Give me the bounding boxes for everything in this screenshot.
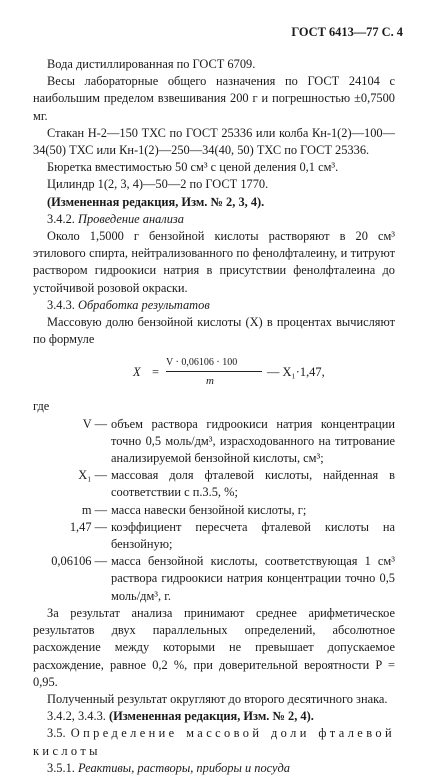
definition-text: масса навески бензойной кислоты, г; <box>111 502 307 517</box>
section-3-4-2-heading <box>33 211 395 228</box>
reagent-burette: Бюретка вместимостью 50 см³ с ценой деления 0,1 см³. <box>47 160 339 175</box>
formula-lhs: X <box>133 365 141 380</box>
page-header: ГОСТ 6413—77 С. 4 <box>291 25 403 39</box>
section-number: 3.5. <box>47 726 66 741</box>
reagent-scales: Весы лабораторные общего назначения по ГОСТ 24104 с наибольшим пределом взвешивания 200 г и погрешностью ±0,7500 мг. <box>33 74 395 123</box>
definition-text: массовая доля фталевой кислоты, найденная в соответствии с п.3.5, %; <box>111 468 395 500</box>
section-title: Определение массовой доли фталевой кислоты <box>33 726 395 758</box>
formula-numerator: V · 0,06106 · 100 <box>166 357 238 369</box>
formula-rest: — X₁·1,47, <box>267 365 325 380</box>
definition-item <box>33 519 395 553</box>
definition-symbol: X₁ — <box>78 468 107 483</box>
definition-text: объем раствора гидроокиси натрия концентрации точно 0,5 моль/дм³, израсходованного на титрование анализируемой бензойной кислоты, см³; <box>111 416 395 466</box>
definition-item <box>33 416 395 468</box>
document-body <box>33 56 395 777</box>
section-title: Обработка результатов <box>78 297 210 312</box>
definition-symbol: m — <box>81 502 107 517</box>
section-number: 3.4.3. <box>47 297 75 312</box>
section-3-5-1-heading <box>33 760 395 777</box>
section-3-4-3-heading <box>33 297 395 314</box>
revision-note-2 <box>33 708 395 725</box>
reagent-water: Вода дистиллированная по ГОСТ 6709. <box>47 57 256 71</box>
definition-symbol: 0,06106 — <box>51 554 107 569</box>
section-3-5-heading <box>33 725 395 759</box>
reagent-cylinder: Цилиндр 1(2, 3, 4)—50—2 по ГОСТ 1770. <box>47 177 269 192</box>
rounding-paragraph: Полученный результат округляют до второго десятичного знака. <box>47 691 388 706</box>
definition-item <box>33 467 395 501</box>
definition-symbol: 1,47 — <box>69 519 107 534</box>
where-label: где <box>33 399 50 414</box>
result-intro-paragraph: Массовую долю бензойной кислоты (X) в процентах вычисляют по формуле <box>33 315 395 347</box>
definition-text: масса бензойной кислоты, соответствующая 1 см³ раствора гидроокиси натрия концентрации точно 0,5 моль/дм³, г. <box>111 554 395 603</box>
formula-denominator: m <box>206 375 214 388</box>
formula-equals: = <box>152 365 159 380</box>
section-number: 3.4.2. <box>47 211 75 226</box>
section-number: 3.5.1. <box>47 760 75 775</box>
definitions-list <box>33 398 395 604</box>
result-paragraph: За результат анализа принимают среднее арифметическое результатов двух параллельных определений, абсолютное расхождение между которыми не превышает допускаемое расхождение, равное 0,2 %, при доверительной вероятности P = 0,95. <box>33 605 395 689</box>
formula <box>33 354 395 390</box>
revision-text: (Измененная редакция, Изм. № 2, 4). <box>108 709 314 724</box>
revision-sections: 3.4.2, 3.4.3. <box>47 709 106 724</box>
reagent-glassware: Стакан Н-2—150 ТХС по ГОСТ 25336 или колба Кн-1(2)—100—34(50) ТХС или Кн-1(2)—250—34(40, 50) ТХС по ГОСТ 25336. <box>33 125 395 158</box>
definition-item <box>33 553 395 605</box>
fraction-bar <box>166 371 262 372</box>
section-title: Проведение анализа <box>78 211 184 226</box>
revision-note-1: (Измененная редакция, Изм. № 2, 3, 4). <box>47 194 265 209</box>
section-title: Реактивы, растворы, приборы и посуда <box>78 760 290 775</box>
definition-text: коэффициент пересчета фталевой кислоты на бензойную; <box>111 519 395 552</box>
analysis-paragraph: Около 1,5000 г бензойной кислоты растворяют в 20 см³ этилового спирта, нейтрализованного по фенолфталеину, и титруют раствором гидроокиси натрия в присутствии фенолфталеина до устойчивой розовой окраски. <box>33 229 395 295</box>
definition-item <box>33 502 395 519</box>
definition-symbol: V — <box>82 416 107 431</box>
